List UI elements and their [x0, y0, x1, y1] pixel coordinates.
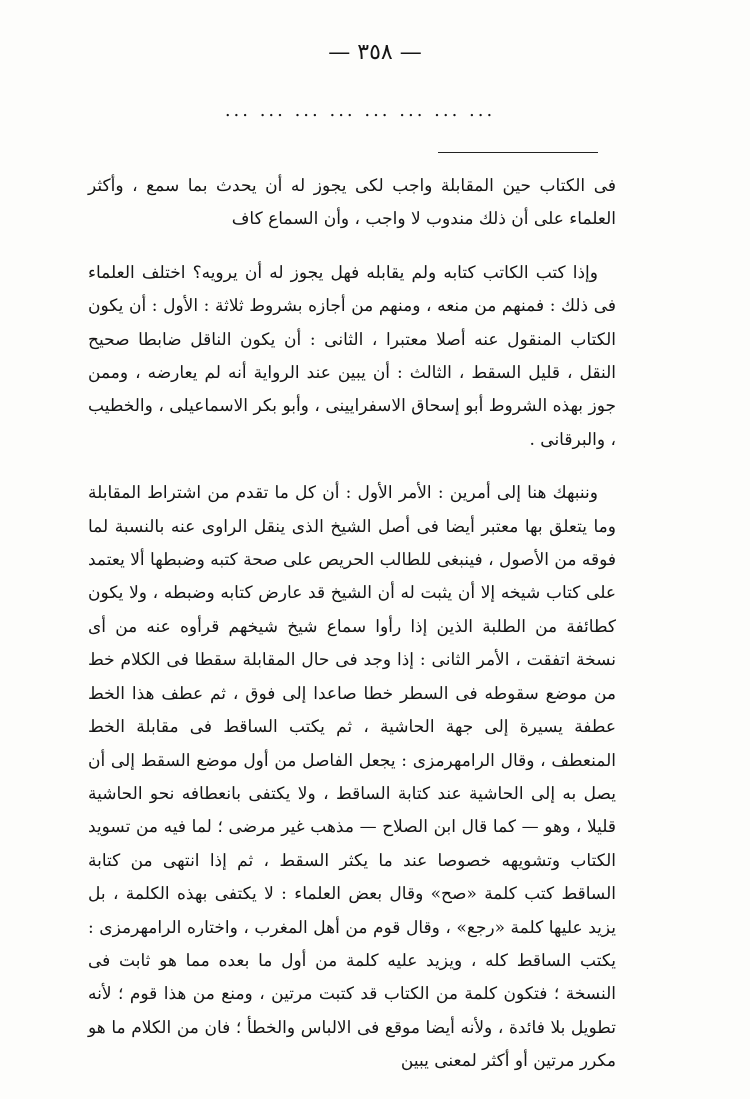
body-text: [88, 170, 616, 1099]
omission-ellipsis: ... ... ... ... ... ... ... ...: [224, 100, 496, 121]
footnote-rule: [438, 152, 598, 153]
paragraph-2: وإذا كتب الكاتب كتابه ولم يقابله فهل يجوز له أن يرويه؟ اختلف العلماء فى ذلك : فمنهم من منعه ، ومنهم من أجازه بشروط ثلاثة : الأول : أن يكون الكتاب المنقول عنه أصلا معتبرا ، الثانى : أن يكون الناقل ضابطا صحيح النقل ، قليل السقط ، الثالث : أن يبين عند الرواية أنه لم يعارضه ، وممن جوز بهذه الشروط أبو إسحاق الاسفرايينى ، وأبو بكر الاسماعيلى ، والخطيب ، والبرقانى .: [88, 262, 616, 450]
paragraph-3: وننبهك هنا إلى أمرين : الأمر الأول : أن كل ما تقدم من اشتراط المقابلة وما يتعلق بها معتبر أيضا فى أصل الشيخ الذى ينقل الراوى عنه بالنسبة لما فوقه من الأصول ، فينبغى للطالب الحريص على صحة كتبه وضبطها ألا يعتمد على كتاب شيخه إلا أن يثبت له أن الشيخ قد عارض كتابه وضبطه ، ولا يكون كطائفة من الطلبة الذين إذا رأوا سماع شيخ شيخهم قرأوه عنه من أى نسخة اتفقت ، الأمر الثانى : إذا وجد فى حال المقابلة سقطا فى الكلام خط من موضع سقوطه فى السطر خطا صاعدا إلى فوق ، ثم عطف هذا الخط عطفة يسيرة إلى جهة الحاشية ، ثم يكتب الساقط فى مقابلة الخط المنعطف ، وقال الرامهرمزى : يجعل الفاصل من أول موضع السقط إلى أن يصل به إلى الحاشية عند كتابة الساقط ، ولا يكتفى بانعطافه نحو الحاشية قليلا ، وهو — كما قال ابن الصلاح — مذهب غير مرضى ؛ لما فيه من تسويد الكتاب وتشويهه خصوصا عند ما يكثر السقط ، ثم إذا انتهى من كتابة الساقط كتب كلمة «صح» وقال بعض العلماء : لا يكتفى بهذه الكلمة ، بل يزيد عليها كلمة «رجع» ، وقال قوم من أهل المغرب ، واختاره الرامهرمزى : يكتب الساقط كله ، ويزيد عليه كلمة من أول ما بعده مما هو ثابت فى النسخة ؛ فتكون كلمة من الكتاب قد كتبت مرتين ، ومنع من هذا قوم ؛ لأنه تطويل بلا فائدة ، ولأنه أيضا موقع فى الالباس والخطأ ؛ فان من الكلام ما هو مكرر مرتين أو أكثر لمعنى يبين: [88, 483, 616, 1072]
paragraph-1: فى الكتاب حين المقابلة واجب لكى يجوز له أن يحدث بما سمع ، وأكثر العلماء على أن ذلك مندوب لا واجب ، وأن السماع كاف: [88, 176, 616, 230]
page-number: — ٣٥٨ —: [328, 40, 422, 65]
